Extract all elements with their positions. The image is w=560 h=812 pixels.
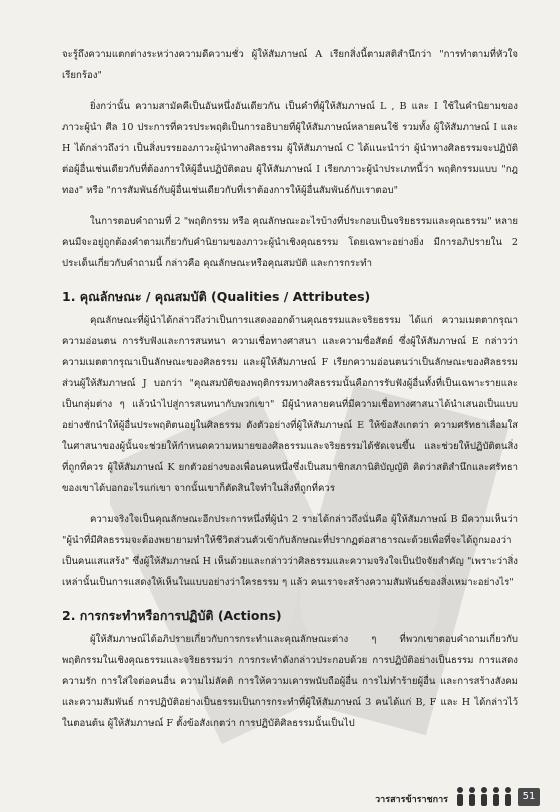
- journal-title: วารสารข้าราชการ: [375, 795, 448, 805]
- paragraph: ผู้ให้สัมภาษณ์ได้อภิปรายเกี่ยวกับการกระทำและคุณลักษณะต่าง ๆ ที่พวกเขาตอบคำถามเกี่ยวกับพฤติกรรมในเชิงคุณธรรมและจริยธรรมว่า การกระทำดังกล่าวประกอบด้วย การปฏิบัติอย่างเป็นธรรม การแสดงความรัก การใส่ใจต่อคนอื่น ความไม่ลัคติ การให้ความเคารพนับถือผู้อื่น การไม่ทำร้ายผู้อื่น และการสร้างสังคมและความสัมพันธ์ การปฏิบัติอย่างเป็นธรรมเป็นการกระทำที่ผู้ให้สัมภาษณ์ 3 คนได้แก่ B, F และ H ได้กล่าวไว้ในตอนต้น ผู้ให้สัมภาษณ์ F ตั้งข้อสังเกตว่า การปฏิบัติศิลธรรมนั้นเป็นไป: [62, 634, 518, 729]
- article-body: [62, 44, 518, 744]
- people-figures-icon: [454, 786, 516, 808]
- paragraph: ยิ่งกว่านั้น ความสามัคคีเป็นอันหนึ่งอันเดียวกัน เป็นคำที่ผู้ให้สัมภาษณ์ L , B และ I ใช้ในคำนิยามของภาวะผู้นำ ศีล 10 ประการที่ควรประพฤติเป็นการอธิบายที่ผู้ให้สัมภาษณ์หลายคนใช้ รวมทั้ง ผู้ให้สัมภาษณ์ I และ H ได้กล่าวถึงว่า เป็นสิ่งบรรยองภาวะผู้นำทางศิลธรรม ผู้ให้สัมภาษณ์ C ได้แนะนำว่า ผู้นำทางศิลธรรมจะปฏิบัติต่อผู้อื่นเช่นเดียวกับที่ต้องการให้ผู้อื่นปฏิบัติตอบ ผู้ให้สัมภาษณ์ I เรียกภาวะผู้นำประเภทนี้ว่า พฤติกรรมแบบ "กฎทอง" หรือ "การสัมพันธ์กับผู้อื่นเช่นเดียวกับที่เราต้องการให้ผู้อื่นสัมพันธ์กับเราตอบ": [62, 101, 518, 196]
- section-heading-actions: 2. การกระทำหรือการปฏิบัติ (Actions): [62, 608, 282, 623]
- page-number: 51: [518, 788, 540, 806]
- paragraph: คุณลักษณะที่ผู้นำได้กล่าวถึงว่าเป็นการแสดงออกด้านคุณธรรมและจริยธรรม ได้แก่ ความเมตตากรุณา ความอ่อนตน การรับฟังและการสนทนา ความเชื่อทางศาสนา และความซื่อสัตย์ ซึ่งผู้ให้สัมภาษณ์ E กล่าวว่า ความเมตตากรุณาเป็นลักษณะของศิลธรรม และผู้ให้สัมภาษณ์ F เรียกความอ่อนตนว่าเป็นลักษณะของศิลธรรม ส่วนผู้ให้สัมภาษณ์ J บอกว่า "คุณสมบัติของพฤติกรรมทางศิลธรรมนั้นคือการรับฟังผู้อื่นทั้งที่เป็นเฉพาะรายและเป็นกลุ่มต่าง ๆ แล้วนำไปสู่การสนทนากับพวกเขา" มีผู้นำหลายคนที่มีความเชื่อทางศาสนาได้นำเสนอเป็นแบบอย่างชักนำให้ผู้อื่นประพฤติตนอยู่ในศิลธรรม ดังตัวอย่างที่ผู้ให้สัมภาษณ์ E ให้ข้อสังเกตว่า ความศรัทธาเลื่อมใสในศาสนาของผู้นั้นจะช่วยให้กำหนดความหมายของศิลธรรมและจริยธรรมได้ชัดเจนขึ้น และช่วยให้ปฏิบัติตนสิ่งที่ถูกที่ควร ผู้ให้สัมภาษณ์ K ยกตัวอย่างของเพื่อนคนหนึ่งซึ่งเป็นสมาชิกสภานิติบัญญัติ คิดว่าสติสำนึกและศรัทธาของเขาได้บอกอะไรแก่เขา จากนั้นเขาก็ตัดสินใจทำในสิ่งที่ถูกที่ควร: [62, 315, 518, 494]
- section-heading-qualities: 1. คุณลักษณะ / คุณสมบัติ (Qualities / Attributes): [62, 289, 371, 304]
- page-footer: [0, 786, 560, 812]
- paragraph: ในการตอบคำถามที่ 2 "พฤติกรรม หรือ คุณลักษณะอะไรบ้างที่ประกอบเป็นจริยธรรมและคุณธรรม" หลายคนมีจะอยู่ถูกต้องคำตามเกี่ยวกับคำนิยามของภาวะผู้นำเชิงคุณธรรม โดยเฉพาะอย่างยิ่ง มีการอภิปรายใน 2 ประเด็นเกี่ยวกับคำถามนี้ กล่าวคือ คุณลักษณะหรือคุณสมบัติ และการกระทำ: [62, 216, 518, 269]
- paragraph: จะรู้ถึงความแตกต่างระหว่างความดีความชั่ว ผู้ให้สัมภาษณ์ A เรียกสิ่งนี้ตามสติสำนึกว่า "การทำตามที่หัวใจเรียกร้อง": [62, 49, 518, 81]
- paragraph: ความจริงใจเป็นคุณลักษณะอีกประการหนึ่งที่ผู้นำ 2 รายได้กล่าวถึงนั่นคือ ผู้ให้สัมภาษณ์ B มีความเห็นว่า "ผู้นำที่มีศิลธรรมจะต้องพยายามทำให้ชีวิตส่วนตัวเข้ากับลักษณะที่ปรากฏต่อสาธารณะด้วยเพื่อที่จะได้ถูกมองว่าเป็นคนแสแสร้ง" ซึ่งผู้ให้สัมภาษณ์ H เห็นด้วยและกล่าวว่าศิลธรรมและความจริงใจเป็นปัจจัยสำคัญ "เพราะว่าสิ่งเหล่านั้นเป็นการแสดงให้เห็นในแบบอย่างว่าใครธรรม ๆ แล้ว คนเราจะสร้างความสัมพันธ์ของสิ่งเหมาะอย่างไร": [62, 514, 518, 588]
